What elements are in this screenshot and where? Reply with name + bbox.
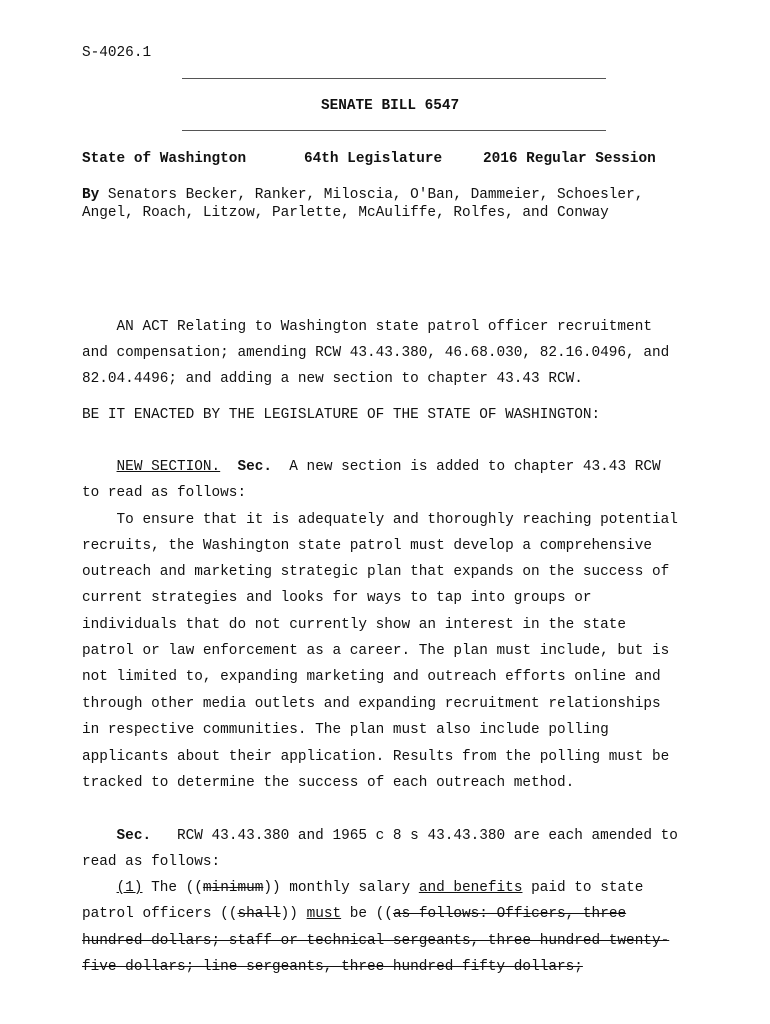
section-1-intro: A new section is added to chapter 43.43 RCW <box>272 459 661 475</box>
section-1-body-line: To ensure that it is adequately and thoroughly reaching potential <box>82 512 678 528</box>
struck-line: hundred dollars; staff or technical sergeants, three hundred twenty- <box>82 933 670 949</box>
enacting-clause: BE IT ENACTED BY THE LEGISLATURE OF THE STATE OF WASHINGTON: <box>82 407 601 423</box>
amended-line-2 <box>82 905 626 923</box>
section-1-body-line: recruits, the Washington state patrol must develop a comprehensive <box>82 538 652 554</box>
section-1-body-line: outreach and marketing strategic plan that expands on the success of <box>82 564 670 580</box>
section-1-body-line: not limited to, expanding marketing and outreach efforts online and <box>82 669 661 685</box>
section-2-intro-line-2: read as follows: <box>82 854 221 870</box>
section-1-body-line: through other media outlets and expanding recruitment relationships <box>82 696 661 712</box>
added-text: must <box>306 906 342 922</box>
bill-title: SENATE BILL 6547 <box>321 98 460 114</box>
sec-label: Sec. <box>237 459 273 475</box>
amended-text: )) <box>280 906 307 922</box>
amended-text: The (( <box>142 880 203 896</box>
sponsors-line-2: Angel, Roach, Litzow, Parlette, McAuliffe, Rolfes, and Conway <box>82 205 609 221</box>
sponsors-line-1 <box>82 187 643 203</box>
sponsors-text-1: Senators Becker, Ranker, Miloscia, O'Ban, Dammeier, Schoesler, <box>99 187 644 203</box>
by-label: By <box>82 187 100 203</box>
session: 2016 Regular Session <box>483 151 656 167</box>
section-1-heading <box>82 458 661 476</box>
act-line: AN ACT Relating to Washington state patrol officer recruitment <box>82 319 652 335</box>
struck-text: minimum <box>202 880 264 896</box>
section-1-body-line: patrol or law enforcement as a career. The plan must include, but is <box>82 643 670 659</box>
section-1-body-line: current strategies and looks for ways to tap into groups or <box>82 590 592 606</box>
act-line: and compensation; amending RCW 43.43.380, 46.68.030, 82.16.0496, and <box>82 345 670 361</box>
document-code: S-4026.1 <box>82 45 152 61</box>
amended-line-1 <box>82 879 643 897</box>
section-1-body-line: individuals that do not currently show an interest in the state <box>82 617 627 633</box>
amended-text: )) monthly salary <box>263 880 419 896</box>
struck-line: five dollars; line sergeants, three hundred fifty dollars; <box>82 959 583 975</box>
section-1-body-line: tracked to determine the success of each outreach method. <box>82 775 575 791</box>
section-1-intro-line-2: to read as follows: <box>82 485 247 501</box>
added-text: and benefits <box>418 880 523 896</box>
struck-text: as follows: Officers, three <box>392 906 627 922</box>
top-divider <box>182 78 606 79</box>
section-2-intro: RCW 43.43.380 and 1965 c 8 s 43.43.380 are each amended to <box>151 828 678 844</box>
amended-text: be (( <box>341 906 393 922</box>
section-2-heading <box>82 827 678 845</box>
bottom-divider <box>182 130 606 131</box>
legislature: 64th Legislature <box>304 151 443 167</box>
amended-text: patrol officers (( <box>82 906 238 922</box>
act-line: 82.04.4496; and adding a new section to chapter 43.43 RCW. <box>82 371 583 387</box>
state-name: State of Washington <box>82 151 247 167</box>
new-section-label: NEW SECTION. <box>116 459 221 475</box>
section-1-body-line: in respective communities. The plan must also include polling <box>82 722 609 738</box>
struck-text: shall <box>237 906 281 922</box>
section-1-body-line: applicants about their application. Results from the polling must be <box>82 749 670 765</box>
subsection-number: (1) <box>116 880 143 896</box>
amended-text: paid to state <box>522 880 644 896</box>
sec-label: Sec. <box>116 828 152 844</box>
